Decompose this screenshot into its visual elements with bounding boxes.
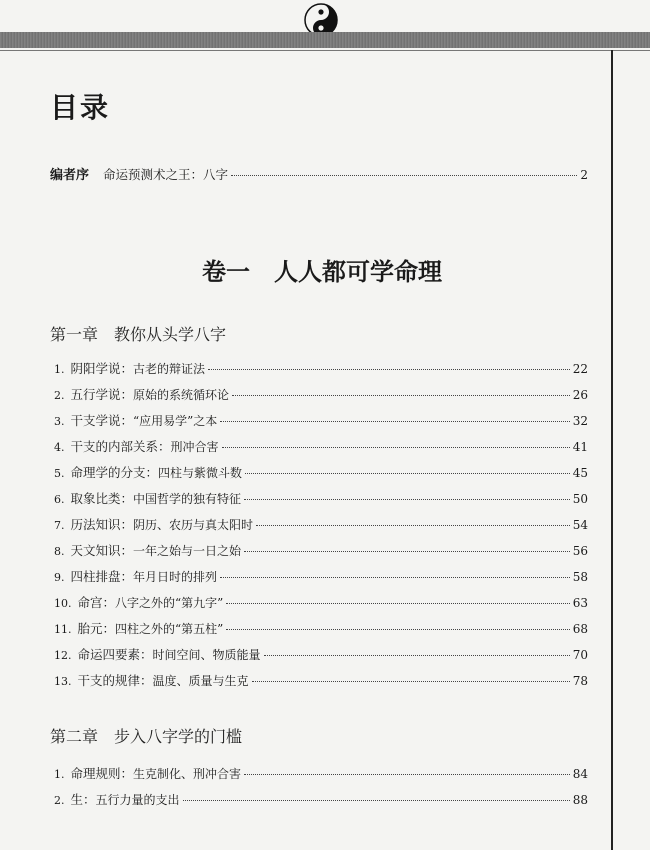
dot-leader [231, 175, 577, 176]
entry-number: 2. [54, 389, 65, 402]
toc-entry[interactable] [54, 437, 588, 455]
page-number: 50 [572, 492, 588, 506]
page-number: 78 [572, 674, 588, 688]
toc-entry[interactable] [54, 463, 588, 481]
volume-title: 卷一 人人都可学命理 [202, 258, 442, 286]
entry-heading: 历法知识： [70, 517, 134, 532]
dot-leader [244, 499, 570, 500]
entry-heading: 干支的内部关系： [70, 439, 171, 454]
entry-heading: 胎元： [77, 621, 116, 636]
dot-leader [222, 447, 570, 448]
preface-label: 编者序 [50, 168, 90, 183]
entry-subtitle: 生克制化、刑冲合害 [133, 767, 242, 781]
entry-heading: 命运四要素： [77, 647, 153, 662]
page-number: 58 [572, 570, 588, 584]
toc-entry[interactable] [54, 593, 588, 611]
entry-number: 3. [54, 415, 65, 428]
entry-number: 12. [54, 649, 72, 662]
chapter-title: 第二章 步入八字学的门槛 [50, 727, 243, 746]
toc-entry[interactable] [54, 671, 588, 689]
dot-leader [220, 577, 570, 578]
entry-number: 7. [54, 519, 65, 532]
toc-entry[interactable] [54, 385, 588, 403]
entry-heading: 命理学的分支： [70, 465, 159, 480]
entry-subtitle: 阴历、农历与真太阳时 [133, 518, 254, 532]
entry-heading: 五行学说： [70, 387, 134, 402]
header-rule [0, 50, 650, 51]
dot-leader [244, 551, 570, 552]
page-number: 22 [572, 362, 588, 376]
entry-heading: 取象比类： [70, 491, 134, 506]
entry-subtitle: 古老的辩证法 [133, 362, 206, 376]
entry-subtitle: 中国哲学的独有特征 [133, 492, 242, 506]
toc-entry[interactable] [54, 567, 588, 585]
dot-leader [256, 525, 570, 526]
page-edge-rule [611, 50, 613, 850]
chapter-title: 第一章 教你从头学八字 [50, 325, 227, 344]
entry-number: 8. [54, 545, 65, 558]
dot-leader [244, 774, 570, 775]
dot-leader [264, 655, 570, 656]
page-number: 41 [572, 440, 588, 454]
entry-subtitle: 温度、质量与生克 [152, 674, 249, 688]
dot-leader [226, 629, 569, 630]
entry-subtitle: 年月日时的排列 [133, 570, 218, 584]
entry-number: 5. [54, 467, 65, 480]
dot-leader [252, 681, 570, 682]
entry-heading: 天文知识： [70, 543, 134, 558]
entry-subtitle: 四柱之外的“第五柱” [115, 622, 224, 636]
dot-leader [183, 800, 570, 801]
page-number: 2 [580, 168, 588, 182]
entry-number: 10. [54, 597, 72, 610]
dot-leader [226, 603, 569, 604]
page-number: 68 [572, 622, 588, 636]
entry-number: 13. [54, 675, 72, 688]
entry-heading: 命宫： [77, 595, 116, 610]
preface-title: 命运预测术之王：八字 [103, 167, 229, 182]
entry-subtitle: 四柱与紫微斗数 [158, 466, 243, 480]
toc-entry[interactable] [54, 489, 588, 507]
entry-heading: 命理规则： [70, 766, 134, 781]
dot-leader [245, 473, 570, 474]
entry-subtitle: 刑冲合害 [170, 440, 219, 454]
page-number: 45 [572, 466, 588, 480]
toc-entry[interactable] [54, 790, 588, 808]
entry-subtitle: 五行力量的支出 [95, 793, 180, 807]
entry-number: 4. [54, 441, 65, 454]
entry-subtitle: 原始的系统循环论 [133, 388, 230, 402]
entry-number: 1. [54, 768, 65, 781]
entry-number: 6. [54, 493, 65, 506]
entry-subtitle: 时间空间、物质能量 [152, 648, 261, 662]
page-number: 54 [572, 518, 588, 532]
toc-entry[interactable] [54, 619, 588, 637]
entry-heading: 干支的规律： [77, 673, 153, 688]
dot-leader [208, 369, 570, 370]
toc-entry[interactable] [54, 411, 588, 429]
page-number: 63 [572, 596, 588, 610]
entry-number: 11. [54, 623, 72, 636]
entry-heading: 生： [70, 792, 96, 807]
entry-subtitle: 八字之外的“第九字” [115, 596, 224, 610]
toc-entry[interactable] [54, 645, 588, 663]
entry-number: 1. [54, 363, 65, 376]
page-number: 84 [572, 767, 588, 781]
entry-number: 9. [54, 571, 65, 584]
entry-heading: 阴阳学说： [70, 361, 134, 376]
page-title: 目录 [50, 91, 111, 124]
toc-entry-preface[interactable] [50, 164, 588, 183]
entry-heading: 干支学说： [70, 413, 134, 428]
page-number: 88 [572, 793, 588, 807]
entry-number: 2. [54, 794, 65, 807]
dot-leader [220, 421, 569, 422]
toc-entry[interactable] [54, 764, 588, 782]
page-number: 70 [572, 648, 588, 662]
page-number: 56 [572, 544, 588, 558]
page-number: 26 [572, 388, 588, 402]
page-number: 32 [572, 414, 588, 428]
toc-entry[interactable] [54, 541, 588, 559]
entry-heading: 四柱排盘： [70, 569, 134, 584]
dot-leader [232, 395, 570, 396]
entry-subtitle: 一年之始与一日之始 [133, 544, 242, 558]
toc-entry[interactable] [54, 359, 588, 377]
toc-entry[interactable] [54, 515, 588, 533]
header-band [0, 32, 650, 48]
entry-subtitle: “应用易学”之本 [133, 414, 218, 428]
